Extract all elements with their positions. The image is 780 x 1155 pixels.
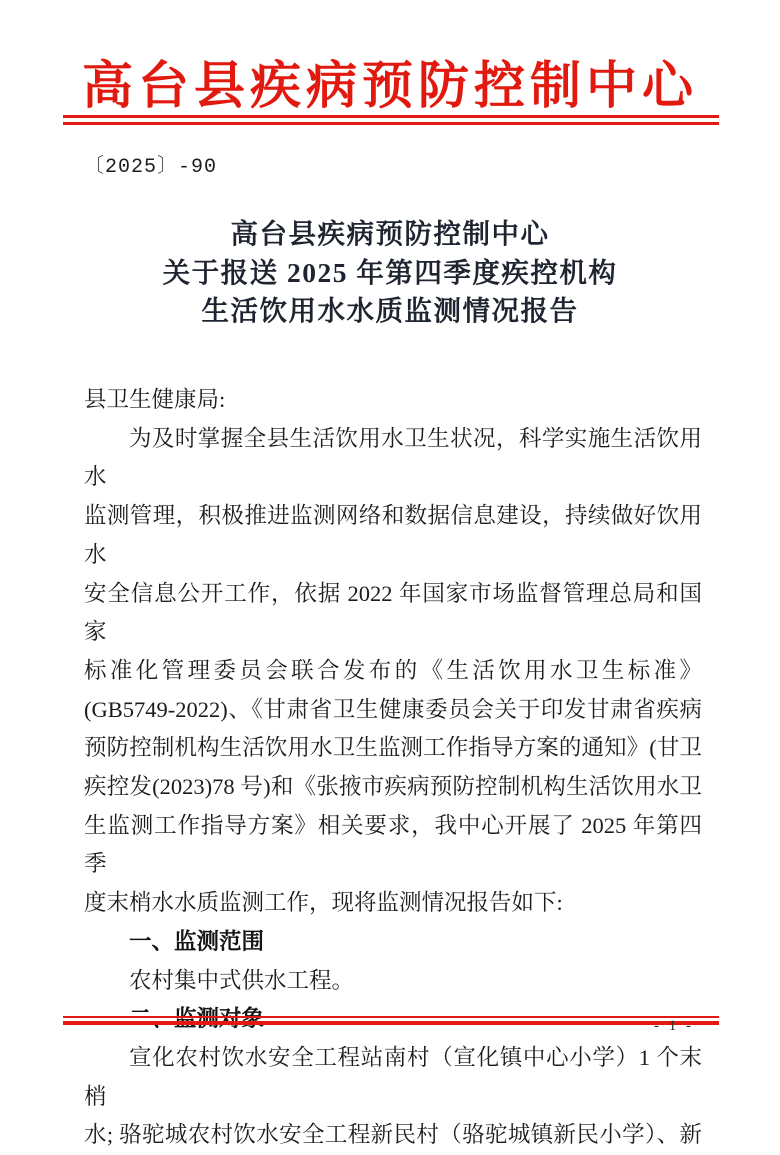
body-line: 县卫生健康局: bbox=[84, 387, 226, 412]
page-number: - 1 - bbox=[654, 1018, 694, 1034]
header-double-rule bbox=[63, 115, 719, 125]
document-number: 〔2025〕-90 bbox=[84, 156, 218, 179]
title-line-2: 关于报送 2025 年第四季度疾控机构 bbox=[162, 256, 618, 288]
body-line: 宣化农村饮水安全工程站南村（宣化镇中心小学）1 个末梢 bbox=[84, 1044, 702, 1109]
body-line: 农村集中式供水工程。 bbox=[129, 967, 355, 993]
body-line: 监测管理，积极推进监测网络和数据信息建设，持续做好饮用水 bbox=[84, 503, 702, 567]
title-line-1: 高台县疾病预防控制中心 bbox=[230, 218, 550, 249]
section-heading: 一、监测范围 bbox=[129, 928, 265, 954]
section-heading: 二、监测对象 bbox=[129, 1006, 265, 1032]
body-line: 疾控发(2023)78 号)和《张掖市疾病预防控制机构生活饮用水卫 bbox=[84, 774, 702, 800]
body-line: 水; 骆驼城农村饮水安全工程新民村（骆驼城镇新民小学）、新 bbox=[84, 1122, 702, 1148]
body-line: 为及时掌握全县生活饮用水卫生状况，科学实施生活饮用水 bbox=[84, 425, 702, 490]
body-line: 标准化管理委员会联合发布的《生活饮用水卫生标准》 bbox=[84, 657, 702, 683]
body-line: 度末梢水水质监测工作，现将监测情况报告如下: bbox=[84, 890, 563, 916]
footer-double-rule bbox=[63, 1016, 719, 1025]
letterhead-title: 高台县疾病预防控制中心 bbox=[81, 59, 698, 115]
body-line: (GB5749-2022)、《甘肃省卫生健康委员会关于印发甘肃省疾病 bbox=[84, 696, 702, 722]
body-line: 安全信息公开工作，依据 2022 年国家市场监督管理总局和国家 bbox=[84, 580, 702, 645]
body-line: 预防控制机构生活饮用水卫生监测工作指导方案的通知》(甘卫 bbox=[84, 735, 702, 761]
body-line: 生监测工作指导方案》相关要求，我中心开展了 2025 年第四季 bbox=[84, 812, 702, 877]
document-body bbox=[84, 381, 702, 1155]
document-title bbox=[0, 215, 780, 331]
title-line-3: 生活饮用水水质监测情况报告 bbox=[201, 295, 579, 326]
